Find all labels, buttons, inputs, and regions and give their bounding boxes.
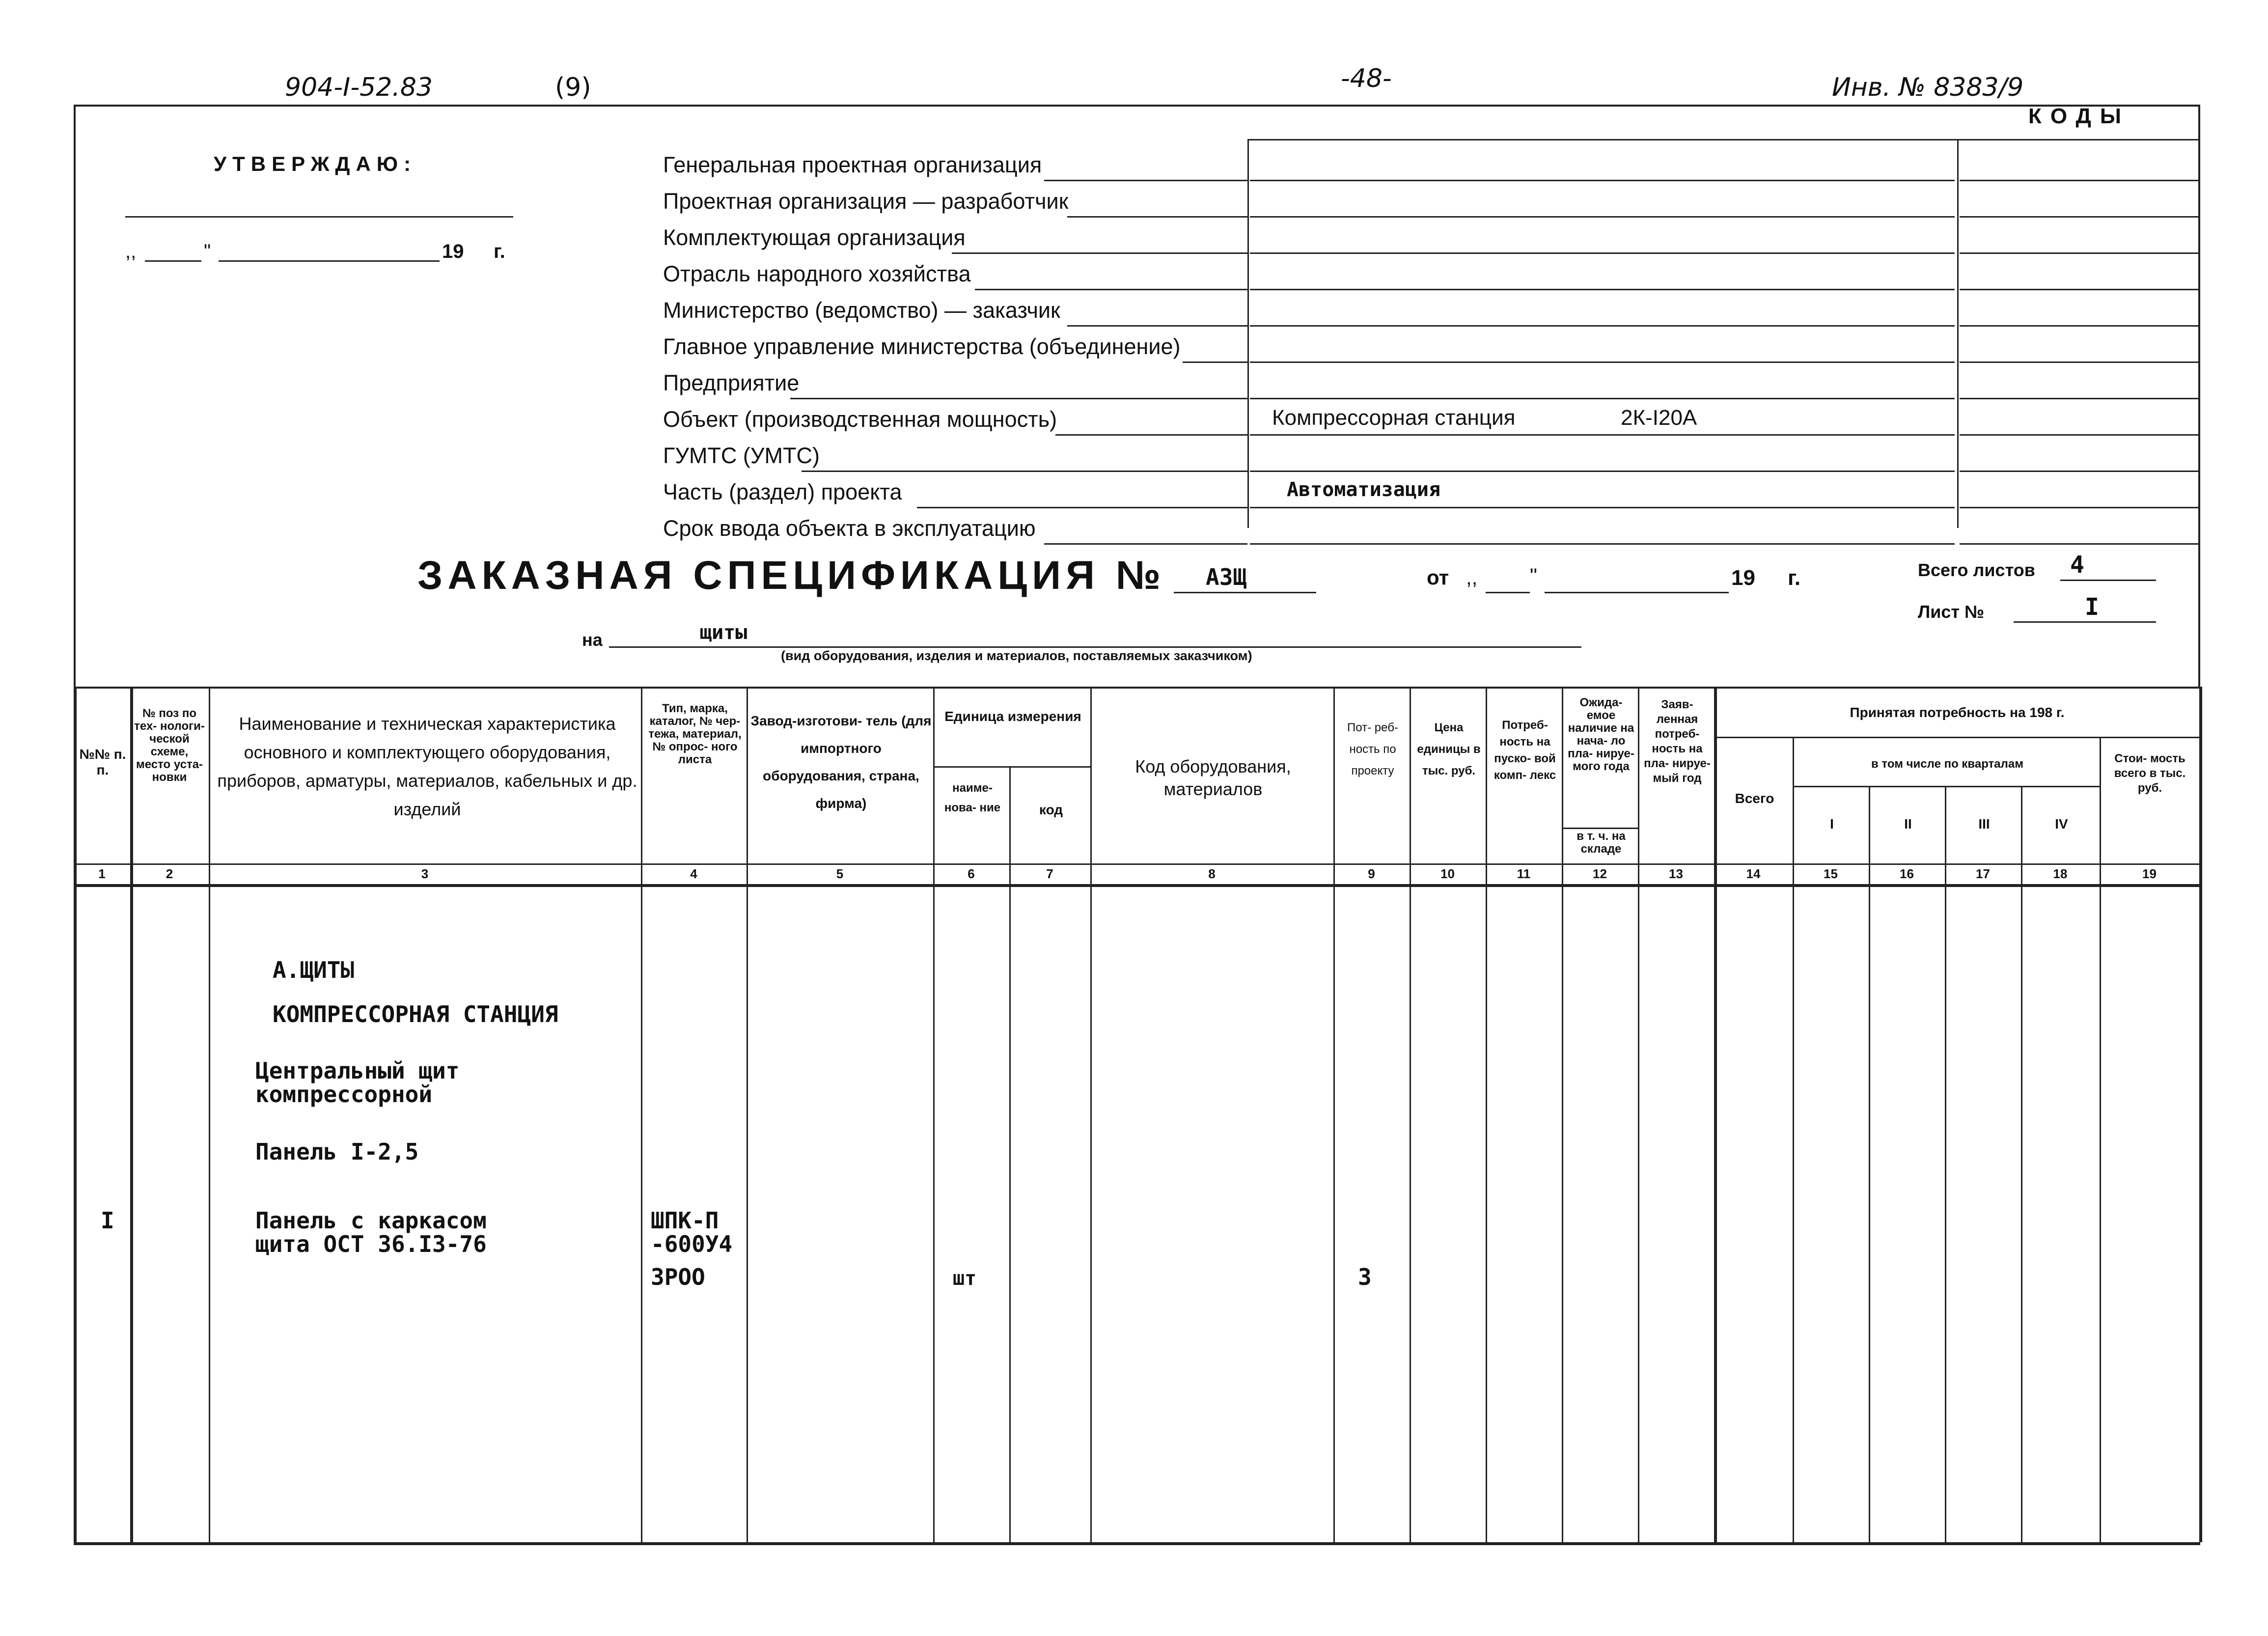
hdr-unit-code: код — [1039, 802, 1063, 817]
spec-year-suffix: г. — [1788, 566, 1801, 590]
table-column-border — [2100, 737, 2101, 1542]
org-row-label: Комплектующая организация — [663, 225, 966, 250]
column-number: 11 — [1517, 866, 1531, 881]
column-number: 17 — [1976, 866, 1990, 881]
frame-left-upper — [74, 105, 76, 688]
org-value-line — [1250, 507, 1955, 508]
org-code-line — [1960, 471, 2198, 472]
item-unit: шт — [953, 1267, 977, 1290]
org-values-left-border — [1247, 140, 1249, 528]
codes-top-line — [1247, 139, 2198, 140]
org-value-line — [1250, 252, 1955, 254]
item-type-line-3: ЗРОО — [651, 1264, 705, 1290]
org-row-label: Главное управление министерства (объединение) — [663, 334, 1181, 359]
spec-date-close-quote: " — [1530, 564, 1537, 587]
column-number-bottom-border — [74, 884, 2200, 887]
org-code-line — [1960, 398, 2198, 399]
table-column-border — [1486, 687, 1487, 1542]
hdr-equipment-code: Код оборудования, материалов — [1135, 756, 1291, 799]
column-number: 10 — [1440, 866, 1455, 881]
org-value-line — [1250, 398, 1955, 399]
org-row-label: Министерство (ведомство) — заказчик — [663, 298, 1060, 323]
sheet-no-value: I — [2085, 593, 2099, 621]
total-sheets-line — [2060, 580, 2156, 581]
org-row-label: Предприятие — [663, 370, 800, 395]
approval-date-close-quote: " — [204, 241, 211, 262]
on-value-line — [609, 646, 1581, 648]
total-sheets-label: Всего листов — [1918, 560, 2035, 580]
column-number: 4 — [690, 866, 697, 881]
hdr-quarters: в том числе по кварталам — [1871, 757, 2024, 771]
org-value-line — [1250, 180, 1955, 181]
approve-label: УТВЕРЖДАЮ: — [214, 152, 417, 175]
org-code-line — [1960, 216, 2198, 218]
item-name-line-1: Панель с каркасом — [255, 1207, 487, 1234]
org-row-label: Отрасль народного хозяйства — [663, 261, 971, 286]
hdr-unit-name: наиме- нова- ние — [944, 781, 1001, 814]
table-column-border — [1869, 786, 1870, 1542]
org-row-value: Компрессорная станция — [1272, 406, 1516, 430]
hdr-manufacturer: Завод-изготови- тель (для импортного оборудования, страна, фирма) — [750, 713, 932, 811]
spec-year: 19 — [1731, 566, 1755, 590]
org-row-value-secondary: 2К-I20А — [1621, 406, 1697, 430]
item-name-line-2: щита ОСТ 36.I3-76 — [255, 1231, 487, 1257]
approval-day-line — [145, 260, 201, 262]
org-row-label: Часть (раздел) проекта — [663, 479, 902, 504]
hdr-total: Всего — [1735, 791, 1774, 806]
page-number: -48- — [1341, 64, 1392, 93]
org-value-line — [1250, 543, 1955, 545]
org-row-underline — [802, 471, 1247, 472]
panel-label: Панель I-2,5 — [255, 1138, 419, 1165]
sheet-marker: (9) — [555, 73, 591, 102]
column-number-top-border — [74, 863, 2200, 865]
item-type-line-1: ШПК-П — [651, 1207, 719, 1234]
hdr-q3: III — [1978, 816, 1990, 832]
document-series: 904-I-52.83 — [285, 73, 433, 102]
item-group-line-2: компрессорной — [255, 1081, 433, 1108]
hdr-demand-project: Пот- реб- ность по проекту — [1347, 721, 1398, 777]
org-value-line — [1250, 289, 1955, 290]
column-number: 8 — [1208, 866, 1216, 881]
table-column-border — [2021, 786, 2022, 1542]
org-value-line — [1250, 471, 1955, 472]
section-title: А.ЩИТЫ — [273, 957, 355, 983]
table-column-border — [1333, 687, 1335, 1542]
column-number: 16 — [1900, 866, 1914, 881]
row-number: I — [101, 1207, 114, 1234]
table-top-border — [74, 687, 2200, 689]
table-column-border — [1410, 687, 1411, 1542]
spec-from-label: от — [1427, 566, 1449, 589]
hdr-expected-stock: Ожида- емое наличие на нача- ло пла- нируе- мого года — [1568, 696, 1634, 773]
spec-number: АЗЩ — [1206, 564, 1247, 590]
codes-column-border — [1957, 140, 1959, 528]
column-number: 9 — [1368, 866, 1375, 881]
on-label: на — [582, 630, 603, 650]
spec-title: ЗАКАЗНАЯ СПЕЦИФИКАЦИЯ № — [417, 553, 1166, 598]
org-row-underline — [790, 398, 1247, 399]
item-quantity: 3 — [1358, 1264, 1372, 1290]
total-sheets-value: 4 — [2070, 551, 2084, 579]
table-column-border — [209, 687, 210, 1542]
org-code-line — [1960, 325, 2198, 327]
hdr-q2: II — [1904, 816, 1912, 832]
hdr-unit: Единица измерения — [944, 709, 1081, 724]
org-code-line — [1960, 543, 2198, 545]
approval-year: 19 — [442, 241, 464, 262]
approval-date-open-quote: ,, — [125, 241, 137, 262]
org-row-underline — [1044, 180, 1247, 181]
spec-day-line — [1486, 592, 1530, 593]
item-group-line-1: Центральный щит — [255, 1057, 460, 1084]
approval-month-line — [219, 260, 440, 262]
table-column-border — [1009, 766, 1011, 1542]
org-value-line — [1250, 361, 1955, 363]
item-type-line-2: -600У4 — [651, 1231, 733, 1257]
org-row-underline — [917, 507, 1247, 508]
org-value-line — [1250, 325, 1955, 327]
hdr-name: Наименование и техническая характеристика основного и комплектующего оборудования, приборов, арматуры, материалов, кабельных и др. изделий — [217, 714, 637, 819]
column-number: 7 — [1046, 866, 1053, 881]
hdr-position: № поз по тех- нологи- ческой схеме, место уста- новки — [134, 707, 205, 784]
hdr-declared-demand: Заяв- ленная потреб- ность на пла- нируе- мый год — [1644, 698, 1711, 785]
org-code-line — [1960, 507, 2198, 508]
sheet-no-label: Лист № — [1918, 602, 1985, 622]
warehouse-divider — [1562, 828, 1638, 829]
table-bottom-border — [74, 1542, 2200, 1545]
org-row-underline — [1044, 543, 1247, 545]
codes-label: КОДЫ — [2028, 104, 2130, 128]
hdr-type: Тип, марка, каталог, № чер- тежа, материал, № опрос- ного листа — [648, 702, 742, 766]
table-column-border — [641, 687, 642, 1542]
column-number: 13 — [1669, 866, 1683, 881]
sheet-no-line — [2014, 621, 2156, 623]
column-number: 12 — [1593, 866, 1607, 881]
org-code-line — [1960, 180, 2198, 181]
org-row-label: ГУМТС (УМТС) — [663, 443, 820, 468]
table-column-border — [2199, 687, 2202, 1542]
org-row-underline — [975, 289, 1247, 290]
column-number: 18 — [2053, 866, 2068, 881]
org-code-line — [1960, 252, 2198, 254]
spec-date-open-quote: ,, — [1466, 566, 1478, 589]
approval-year-suffix: г. — [494, 241, 505, 262]
on-value: щиты — [700, 621, 747, 644]
table-column-border — [130, 687, 133, 1542]
table-column-border — [1638, 687, 1639, 1542]
org-code-line — [1960, 361, 2198, 363]
org-value-line — [1250, 216, 1955, 218]
column-number: 6 — [968, 866, 975, 881]
spec-number-line — [1174, 592, 1316, 593]
subsection-title: КОМПРЕССОРНАЯ СТАНЦИЯ — [273, 1001, 558, 1027]
column-number: 5 — [836, 866, 844, 881]
frame-right-upper — [2198, 105, 2200, 688]
org-row-label: Генеральная проектная организация — [663, 152, 1042, 177]
column-number: 19 — [2142, 866, 2157, 881]
org-row-label: Объект (производственная мощность) — [663, 407, 1057, 432]
org-row-underline — [1055, 434, 1247, 436]
org-row-underline — [1067, 216, 1247, 218]
table-column-border — [1090, 687, 1092, 1542]
hdr-q1: I — [1830, 816, 1834, 832]
unit-subheader-line — [933, 766, 1090, 768]
org-row-value: Автоматизация — [1287, 478, 1441, 501]
hdr-unit-price: Цена единицы в тыс. руб. — [1417, 721, 1481, 777]
org-code-line — [1960, 289, 2198, 290]
table-column-border — [933, 687, 935, 1542]
table-column-border — [1945, 786, 1946, 1542]
org-row-underline — [1067, 325, 1247, 327]
table-column-border — [74, 687, 77, 1542]
org-code-line — [1960, 434, 2198, 436]
hdr-in-warehouse: в т. ч. на складе — [1577, 830, 1626, 856]
org-row-underline — [1183, 361, 1247, 363]
table-column-border — [1793, 737, 1794, 1542]
hdr-row-no: №№ п. п. — [79, 747, 126, 777]
org-row-label: Срок ввода объекта в эксплуатацию — [663, 516, 1036, 541]
table-column-border — [1562, 687, 1563, 1542]
hdr-cost-total: Стои- мость всего в тыс. руб. — [2114, 752, 2186, 795]
table-column-border — [747, 687, 748, 1542]
table-column-border — [1714, 687, 1717, 1542]
hdr-q4: IV — [2055, 816, 2068, 832]
org-value-line — [1250, 434, 1955, 436]
org-row-underline — [952, 252, 1247, 254]
hdr-accepted-demand: Принятая потребность на 198 г. — [1850, 705, 2065, 720]
on-caption: (вид оборудования, изделия и материалов, поставляемых заказчиком) — [781, 648, 1252, 663]
column-number: 2 — [166, 866, 173, 881]
column-number: 14 — [1746, 866, 1761, 881]
inventory-number: Инв. № 8383/9 — [1832, 73, 2024, 102]
column-number: 15 — [1824, 866, 1838, 881]
column-number: 1 — [98, 866, 106, 881]
approver-signature-line — [125, 216, 513, 218]
spec-month-line — [1545, 592, 1729, 593]
org-row-label: Проектная организация — разработчик — [663, 189, 1069, 214]
hdr-launch-demand: Потреб- ность на пуско- вой комп- лекс — [1494, 719, 1556, 782]
frame-top-line — [74, 105, 2200, 107]
column-number: 3 — [421, 866, 429, 881]
accepted-subheader-line — [1714, 737, 2199, 738]
